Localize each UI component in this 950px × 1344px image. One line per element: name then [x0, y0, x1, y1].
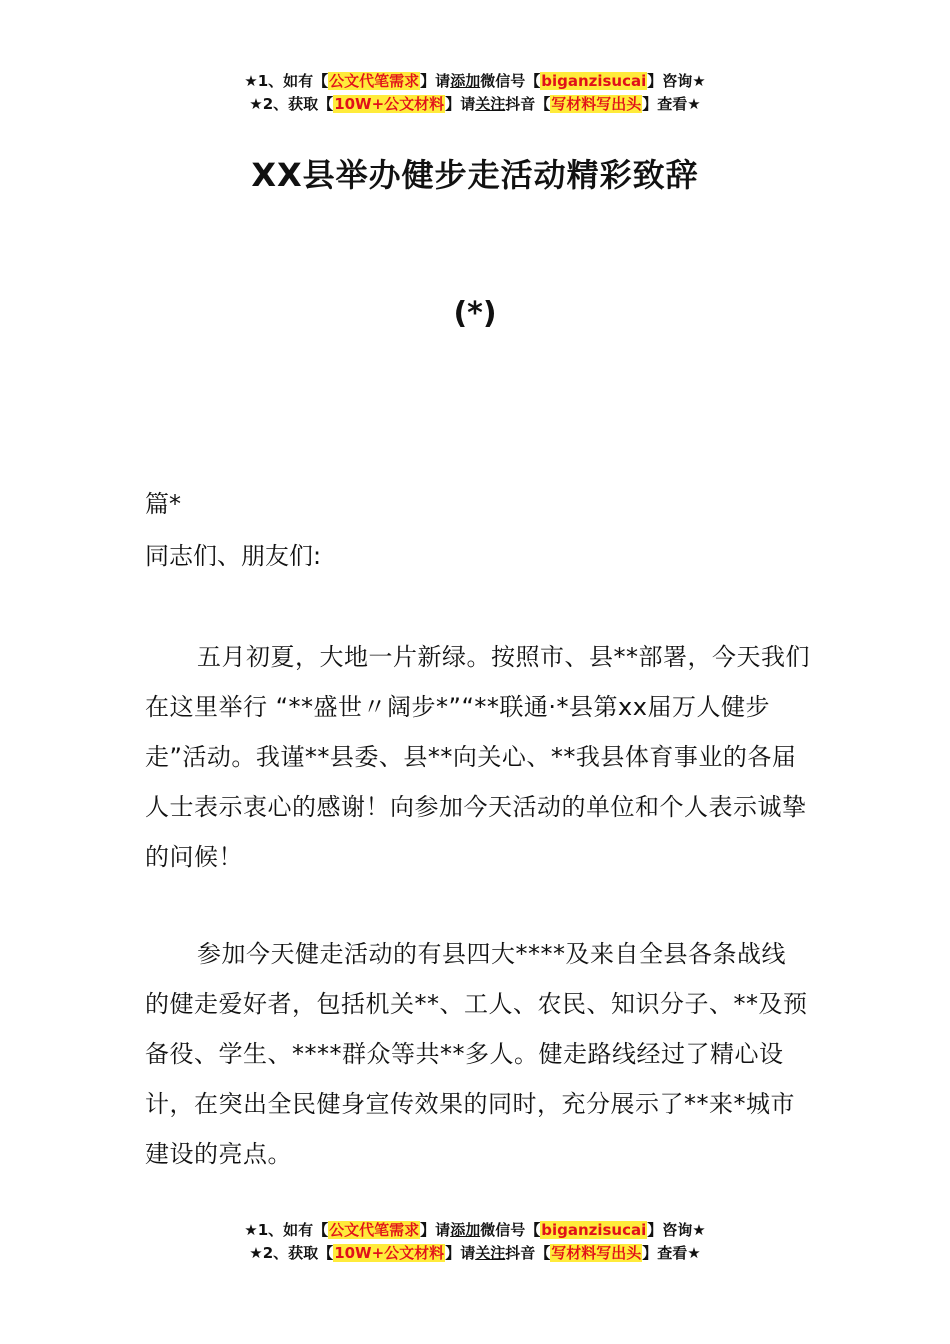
promo-text: ★2、获取【 — [249, 95, 334, 113]
document-subtitle: (*) — [453, 296, 497, 331]
bottom-promo-banner — [0, 1219, 950, 1265]
promo-text: ★1、如有【 — [244, 72, 329, 90]
promo-text: 】请 — [445, 95, 476, 113]
promo-text: 】咨询★ — [647, 1221, 706, 1239]
paragraph: 五月初夏，大地一片新绿。按照市、县**部署，今天我们在这里举行 “**盛世〃阔步*”“**联通·*县第xx届万人健步走”活动。我谨**县委、县**向关心、**我县体育事业的各届人士表示衷心的感谢！向参加今天活动的单位和个人表示诚挚的问候！ — [145, 643, 810, 871]
promo-line-1 — [0, 70, 950, 93]
promo-highlight-materials: 10W+公文材料 — [334, 1244, 445, 1262]
promo-underlined-text: 关注 — [475, 1244, 506, 1262]
document-title: XX县举办健步走活动精彩致辞 — [251, 156, 699, 194]
promo-text: 】查看★ — [642, 95, 701, 113]
promo-underlined-text: 添加 — [450, 72, 481, 90]
promo-highlight-materials: 10W+公文材料 — [334, 95, 445, 113]
top-promo-banner — [0, 70, 950, 116]
promo-underlined-text: 关注 — [475, 95, 506, 113]
promo-highlight-douyin: 写材料写出头 — [551, 95, 642, 113]
paragraph-2-block — [145, 929, 810, 1179]
promo-line-2 — [0, 1242, 950, 1265]
promo-text: ★2、获取【 — [249, 1244, 334, 1262]
promo-text: 】咨询★ — [647, 72, 706, 90]
promo-highlight-douyin: 写材料写出头 — [551, 1244, 642, 1262]
promo-text: 抖音【 — [505, 95, 551, 113]
promo-line-1 — [0, 1219, 950, 1242]
promo-text: 】请 — [445, 1244, 476, 1262]
salutation: 同志们、朋友们: — [145, 542, 322, 570]
section-label: 篇* — [145, 490, 181, 518]
promo-line-2 — [0, 93, 950, 116]
paragraph: 参加今天健走活动的有县四大****及来自全县各条战线的健走爱好者，包括机关**、工人、农民、知识分子、**及预备役、学生、****群众等共**多人。健走路线经过了精心设计，在突出全民健身宣传效果的同时，充分展示了**来*城市建设的亮点。 — [145, 940, 808, 1168]
promo-text: ★1、如有【 — [244, 1221, 329, 1239]
paragraph-1-block — [145, 632, 810, 882]
promo-text: 抖音【 — [505, 1244, 551, 1262]
promo-highlight-wechat-id: biganzisucai — [541, 72, 647, 90]
promo-highlight-wechat-id: biganzisucai — [541, 1221, 647, 1239]
promo-highlight-service: 公文代笔需求 — [329, 1221, 420, 1239]
promo-underlined-text: 添加 — [450, 1221, 481, 1239]
promo-highlight-service: 公文代笔需求 — [329, 72, 420, 90]
promo-text: 】请 — [420, 1221, 451, 1239]
promo-text: 】查看★ — [642, 1244, 701, 1262]
promo-text: 】请 — [420, 72, 451, 90]
promo-text: 微信号【 — [480, 1221, 541, 1239]
promo-text: 微信号【 — [480, 72, 541, 90]
